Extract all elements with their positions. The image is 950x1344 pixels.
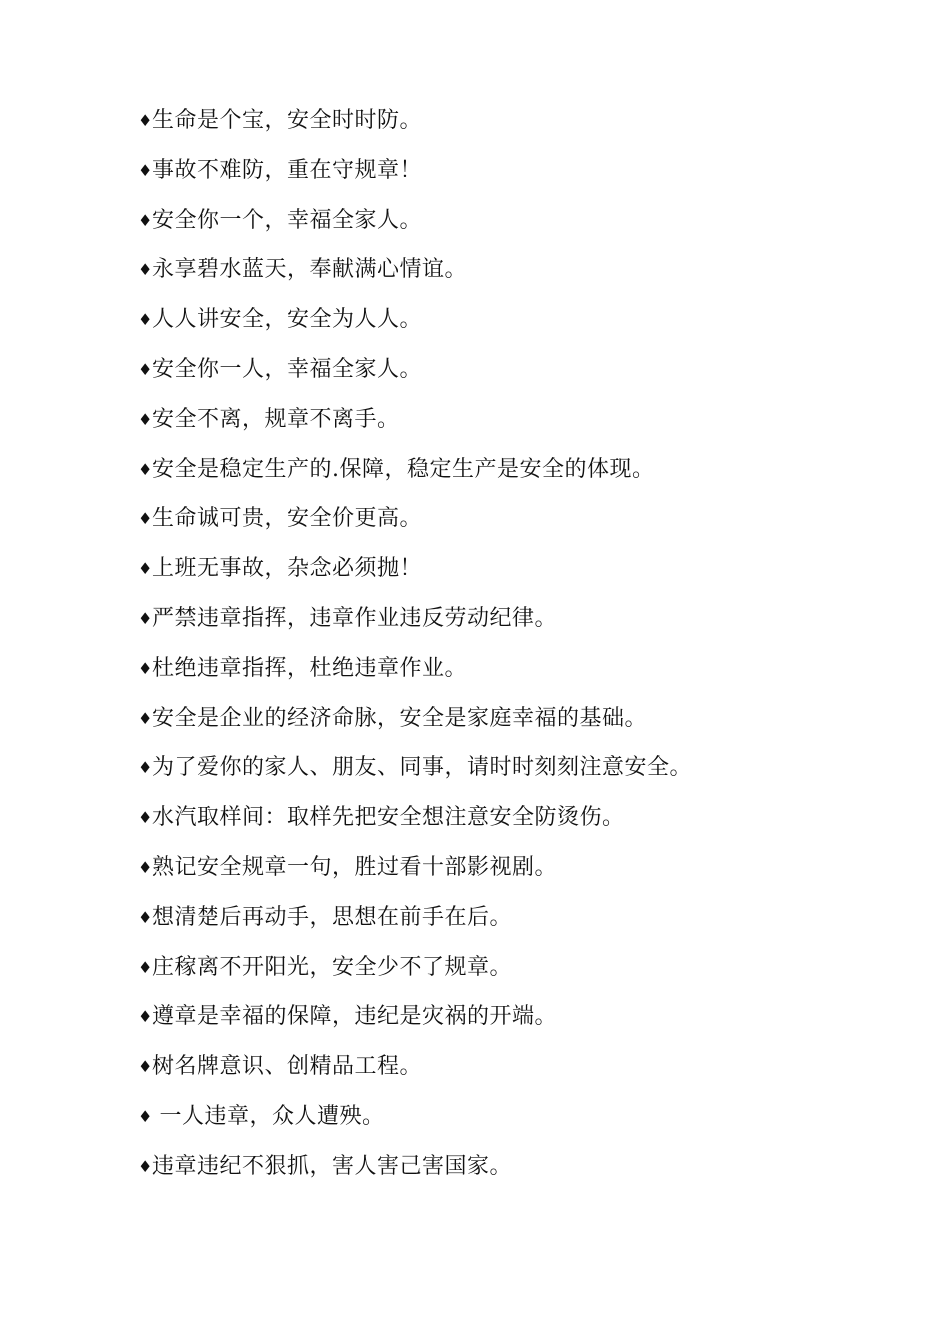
slogan-text: 安全不离，规章不离手。	[152, 406, 400, 432]
diamond-bullet-icon: ♦	[138, 907, 153, 927]
slogan-text: 违章违纪不狠抓，害人害己害国家。	[152, 1153, 513, 1179]
slogan-text: 杜绝违章指挥，杜绝违章作业。	[152, 655, 468, 681]
diamond-bullet-icon: ♦	[138, 459, 153, 479]
diamond-bullet-icon: ♦	[138, 1057, 153, 1077]
list-item	[138, 245, 898, 295]
list-item	[138, 345, 898, 395]
slogan-text: 安全你一人，幸福全家人。	[152, 356, 423, 382]
diamond-bullet-icon: ♦	[138, 1007, 153, 1027]
diamond-bullet-icon: ♦	[138, 708, 153, 728]
slogan-text: 遵章是幸福的保障，违纪是灾祸的开端。	[152, 1004, 558, 1030]
slogan-text: 水汽取样间：取样先把安全想注意安全防烫伤。	[152, 805, 625, 831]
diamond-bullet-icon: ♦	[138, 1156, 153, 1176]
slogan-text: 生命诚可贵，安全价更高。	[152, 506, 423, 532]
slogan-text: 树名牌意识、创精品工程。	[152, 1054, 423, 1080]
diamond-bullet-icon: ♦	[138, 608, 153, 628]
list-item	[138, 594, 898, 644]
safety-slogan-list	[138, 96, 898, 1192]
list-item	[138, 1092, 898, 1142]
list-item	[138, 694, 898, 744]
list-item	[138, 743, 898, 793]
diamond-bullet-icon: ♦	[138, 957, 153, 977]
diamond-bullet-icon: ♦	[138, 409, 153, 429]
slogan-text: 安全是企业的经济命脉，安全是家庭幸福的基础。	[152, 705, 648, 731]
slogan-text: 事故不难防，重在守规章！	[152, 157, 423, 183]
slogan-text: 一人违章，众人遭殃。	[152, 1103, 385, 1129]
list-item	[138, 295, 898, 345]
diamond-bullet-icon: ♦	[138, 1106, 153, 1126]
slogan-text: 永享碧水蓝天，奉献满心情谊。	[152, 257, 468, 283]
list-item	[138, 494, 898, 544]
list-item	[138, 644, 898, 694]
list-item	[138, 1042, 898, 1092]
slogan-text: 庄稼离不开阳光，安全少不了规章。	[152, 954, 513, 980]
diamond-bullet-icon: ♦	[138, 857, 153, 877]
diamond-bullet-icon: ♦	[138, 658, 153, 678]
list-item	[138, 196, 898, 246]
slogan-text: 上班无事故，杂念必须抛！	[152, 556, 423, 582]
slogan-text: 安全是稳定生产的.保障，稳定生产是安全的体现。	[152, 456, 655, 482]
list-item	[138, 96, 898, 146]
diamond-bullet-icon: ♦	[138, 111, 153, 130]
list-item	[138, 943, 898, 993]
diamond-bullet-icon: ♦	[138, 310, 153, 330]
list-item	[138, 893, 898, 943]
slogan-text: 人人讲安全，安全为人人。	[152, 307, 423, 333]
slogan-text: 熟记安全规章一句，胜过看十部影视剧。	[152, 854, 558, 880]
slogan-text: 严禁违章指挥，违章作业违反劳动纪律。	[152, 605, 558, 631]
list-item	[138, 843, 898, 893]
list-item	[138, 1142, 898, 1192]
list-item	[138, 445, 898, 495]
list-item	[138, 146, 898, 196]
list-item	[138, 544, 898, 594]
diamond-bullet-icon: ♦	[138, 160, 153, 180]
slogan-text: 生命是个宝，安全时时防。	[152, 108, 423, 133]
diamond-bullet-icon: ♦	[138, 808, 153, 828]
list-item	[138, 395, 898, 445]
slogan-text: 为了爱你的家人、朋友、同事，请时时刻刻注意安全。	[152, 755, 693, 781]
slogan-text: 安全你一个，幸福全家人。	[152, 207, 423, 233]
slogan-text: 想清楚后再动手，思想在前手在后。	[152, 904, 513, 930]
diamond-bullet-icon: ♦	[138, 210, 153, 230]
list-item	[138, 992, 898, 1042]
diamond-bullet-icon: ♦	[138, 509, 153, 529]
diamond-bullet-icon: ♦	[138, 359, 153, 379]
diamond-bullet-icon: ♦	[138, 559, 153, 579]
diamond-bullet-icon: ♦	[138, 260, 153, 280]
diamond-bullet-icon: ♦	[138, 758, 153, 778]
list-item	[138, 793, 898, 843]
